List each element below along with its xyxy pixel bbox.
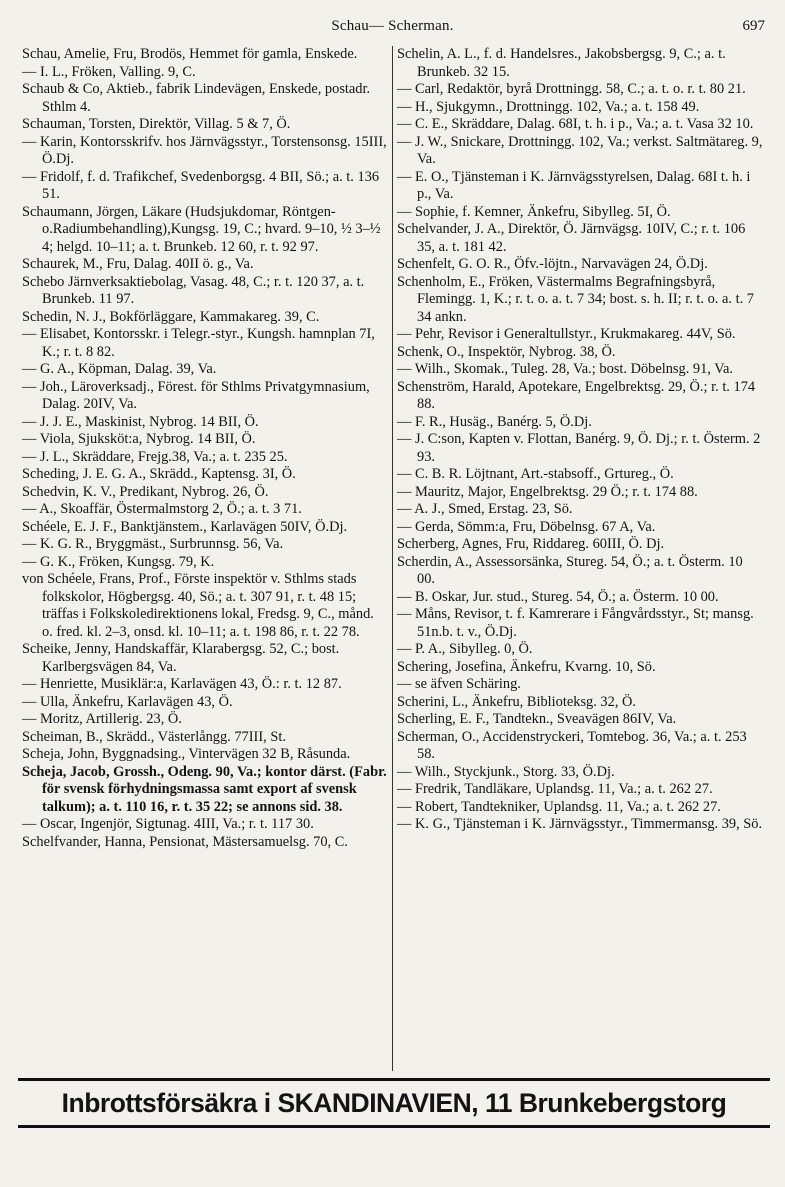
directory-entry: — J. L., Skräddare, Frejg.38, Va.; a. t. 235 25. bbox=[22, 448, 288, 465]
directory-entry: — C. B. R. Löjtnant, Art.-stabsoff., Grtureg., Ö. bbox=[397, 466, 674, 482]
directory-entry: — Karin, Kontorsskrifv. hos Järnvägsstyr., Torstensonsg. 15III, Ö.Dj. bbox=[22, 133, 387, 167]
directory-entry: Schaurek, M., Fru, Dalag. 40II ö. g., Va. bbox=[22, 256, 254, 272]
directory-entry: — Moritz, Artillerig. 23, Ö. bbox=[22, 711, 182, 727]
directory-entry: — K. G. R., Bryggmäst., Surbrunnsg. 56, Va. bbox=[22, 536, 284, 552]
directory-entry: — Joh., Läroverksadj., Förest. för Sthlms Privatgymnasium, Dalag. 20IV, Va. bbox=[22, 378, 370, 412]
running-head: Schau— Scherman. bbox=[331, 18, 454, 34]
directory-entry: — J. C:son, Kapten v. Flottan, Banérg. 9, Ö. Dj.; r. t. Österm. 2 93. bbox=[397, 431, 761, 465]
directory-entry: — P. A., Sibylleg. 0, Ö. bbox=[397, 641, 533, 657]
directory-entry: — Wilh., Skomak., Tuleg. 28, Va.; bost. Döbelnsg. 91, Va. bbox=[397, 361, 734, 377]
directory-entry: — F. R., Husäg., Banérg. 5, Ö.Dj. bbox=[397, 413, 592, 430]
directory-entry: Schau, Amelie, Fru, Brodös, Hemmet för gamla, Enskede. bbox=[22, 46, 358, 62]
directory-entry: Scherman, O., Accidenstryckeri, Tomtebog. 36, Va.; a. t. 253 58. bbox=[397, 728, 747, 762]
directory-entry: Schéele, E. J. F., Banktjänstem., Karlavägen 50IV, Ö.Dj. bbox=[22, 518, 348, 535]
directory-entry: — H., Sjukgymn., Drottningg. 102, Va.; a. t. 158 49. bbox=[397, 98, 700, 115]
directory-entry: — J. W., Snickare, Drottningg. 102, Va.; verkst. Saltmätareg. 9, Va. bbox=[397, 133, 763, 167]
page-number: 697 bbox=[742, 18, 765, 34]
directory-entry: — Elisabet, Kontorsskr. i Telegr.-styr., Kungsh. hamnplan 7I, K.; r. t. 8 82. bbox=[22, 326, 375, 360]
directory-entry: — Oscar, Ingenjör, Sigtunag. 4III, Va.; r. t. 117 30. bbox=[22, 816, 314, 832]
directory-entry: — J. J. E., Maskinist, Nybrog. 14 BII, Ö. bbox=[22, 413, 259, 430]
directory-entry: Scherdin, A., Assessorsänka, Stureg. 54, Ö.; a. t. Österm. 10 00. bbox=[397, 553, 743, 587]
directory-entry: — Ulla, Änkefru, Karlavägen 43, Ö. bbox=[22, 693, 233, 710]
directory-entry: Schelvander, J. A., Direktör, Ö. Järnvägsg. 10IV, C.; r. t. 106 35, a. t. 181 42. bbox=[397, 221, 746, 255]
directory-entry: — Fridolf, f. d. Trafikchef, Svedenborgsg. 4 BII, Sö.; a. t. 136 51. bbox=[22, 168, 380, 202]
directory-entry: Schedin, N. J., Bokförläggare, Kammakareg. 39, C. bbox=[22, 308, 320, 325]
directory-entry: — Wilh., Styckjunk., Storg. 33, Ö.Dj. bbox=[397, 763, 615, 780]
directory-entry: — G. A., Köpman, Dalag. 39, Va. bbox=[22, 361, 217, 377]
directory-entry: Scheding, J. E. G. A., Skrädd., Kaptensg. 3I, Ö. bbox=[22, 466, 296, 482]
directory-entry: Schaumann, Jörgen, Läkare (Hudsjukdomar, Röntgen-o.Radiumbehandling),Kungsg. 19, C.; hvard. 9–10, ½ 3–½ 4; helgd. 10–11; a. t. Brunkeb. 12 60, r. t. 92 97. bbox=[22, 203, 381, 255]
directory-entry: Scheike, Jenny, Handskaffär, Klarabergsg. 52, C.; bost. Karlbergsvägen 84, Va. bbox=[22, 641, 340, 675]
directory-entry: Scheiman, B., Skrädd., Västerlångg. 77III, St. bbox=[22, 728, 286, 745]
directory-entry: — Gerda, Sömm:a, Fru, Döbelnsg. 67 A, Va. bbox=[397, 518, 656, 535]
directory-entry: — Fredrik, Tandläkare, Uplandsg. 11, Va.; a. t. 262 27. bbox=[397, 781, 713, 797]
directory-entry: — Mauritz, Major, Engelbrektsg. 29 Ö.; r. t. 174 88. bbox=[397, 483, 698, 500]
directory-entry: von Schéele, Frans, Prof., Förste inspektör v. Sthlms stads folkskolor, Högbergsg. 40, Sö.; a. t. 307 91, r. t. 48 15; träffas i Folkskoledirektionens lokal, Fredsg. 9, C., månd. o. fred. kl. 2–3, onsd. kl. 10–11; a. t. 198 86, r. t. 22 78. bbox=[22, 571, 374, 640]
directory-entry: Schering, Josefina, Änkefru, Kvarng. 10, Sö. bbox=[397, 658, 656, 675]
directory-entry: Scherini, L., Änkefru, Biblioteksg. 32, Ö. bbox=[397, 693, 637, 710]
directory-entry: — Måns, Revisor, t. f. Kamrerare i Fångvårdsstyr., St; mansg. 51n.b. t. v., Ö.Dj. bbox=[397, 606, 754, 640]
directory-entry: — Carl, Redaktör, byrå Drottningg. 58, C.; a. t. o. r. t. 80 21. bbox=[397, 81, 746, 97]
left-column bbox=[18, 46, 393, 1071]
directory-entry: Schenfelt, G. O. R., Öfv.-löjtn., Narvavägen 24, Ö.Dj. bbox=[397, 256, 708, 272]
directory-entry: — Henriette, Musiklär:a, Karlavägen 43, Ö.: r. t. 12 87. bbox=[22, 676, 342, 692]
page-header bbox=[0, 18, 785, 44]
advertisement-banner: Inbrottsförsäkra i SKANDINAVIEN, 11 Brunkebergstorg bbox=[18, 1078, 770, 1128]
directory-entry: — se äfven Schäring. bbox=[397, 676, 521, 692]
directory-entry: — Pehr, Revisor i Generaltullstyr., Krukmakareg. 44V, Sö. bbox=[397, 326, 736, 342]
right-column bbox=[393, 46, 768, 1071]
directory-entry: Scheja, Jacob, Grossh., Odeng. 90, Va.; kontor därst. (Fabr. för svensk förhydningsmassa samt export af svensk talkum); a. t. 110 16, r. t. 35 22; se annons sid. 38. bbox=[22, 763, 387, 815]
directory-entry: Schauman, Torsten, Direktör, Villag. 5 & 7, Ö. bbox=[22, 116, 291, 132]
directory-entry: — A., Skoaffär, Östermalmstorg 2, Ö.; a. t. 3 71. bbox=[22, 501, 302, 517]
directory-entry: — C. E., Skräddare, Dalag. 68I, t. h. i p., Va.; a. t. Vasa 32 10. bbox=[397, 116, 754, 132]
directory-entry: Scheja, John, Byggnadsing., Vintervägen 32 B, Råsunda. bbox=[22, 746, 351, 762]
directory-entry: — B. Oskar, Jur. stud., Stureg. 54, Ö.; a. Österm. 10 00. bbox=[397, 588, 719, 605]
directory-entry: — G. K., Fröken, Kungsg. 79, K. bbox=[22, 553, 215, 570]
directory-entry: Schenk, O., Inspektör, Nybrog. 38, Ö. bbox=[397, 343, 616, 360]
directory-entry: Scherberg, Agnes, Fru, Riddareg. 60III, Ö. Dj. bbox=[397, 536, 665, 552]
directory-entry: Schenström, Harald, Apotekare, Engelbrektsg. 29, Ö.; r. t. 174 88. bbox=[397, 378, 756, 412]
directory-entry: — Viola, Sjuksköt:a, Nybrog. 14 BII, Ö. bbox=[22, 431, 256, 447]
directory-entry: — Robert, Tandtekniker, Uplandsg. 11, Va.; a. t. 262 27. bbox=[397, 798, 721, 815]
directory-entry: Schedvin, K. V., Predikant, Nybrog. 26, Ö. bbox=[22, 483, 269, 500]
directory-entry: — I. L., Fröken, Valling. 9, C. bbox=[22, 63, 196, 80]
directory-entry: Schelfvander, Hanna, Pensionat, Mästersamuelsg. 70, C. bbox=[22, 833, 348, 850]
directory-entry: — E. O., Tjänsteman i K. Järnvägsstyrelsen, Dalag. 68I t. h. i p., Va. bbox=[397, 168, 751, 202]
directory-entry: — K. G., Tjänsteman i K. Järnvägsstyr., Timmermansg. 39, Sö. bbox=[397, 816, 763, 832]
directory-entry: — A. J., Smed, Erstag. 23, Sö. bbox=[397, 501, 573, 517]
directory-entry: Schaub & Co, Aktieb., fabrik Lindevägen, Enskede, postadr. Sthlm 4. bbox=[22, 81, 371, 115]
directory-entry: Schelin, A. L., f. d. Handelsres., Jakobsbergsg. 9, C.; a. t. Brunkeb. 32 15. bbox=[397, 46, 726, 80]
directory-entry: — Sophie, f. Kemner, Änkefru, Sibylleg. 5I, Ö. bbox=[397, 203, 671, 220]
directory-entry: Schebo Järnverksaktiebolag, Vasag. 48, C.; r. t. 120 37, a. t. Brunkeb. 11 97. bbox=[22, 273, 365, 307]
directory-entry: Schenholm, E., Fröken, Västermalms Begrafningsbyrå, Flemingg. 1, K.; r. t. o. a. t. 7 34; bost. s. h. II; r. t. o. a. t. 7 34 ankn. bbox=[397, 273, 754, 325]
directory-entry: Scherling, E. F., Tandtekn., Sveavägen 86IV, Va. bbox=[397, 711, 677, 727]
directory-columns bbox=[18, 46, 768, 1071]
